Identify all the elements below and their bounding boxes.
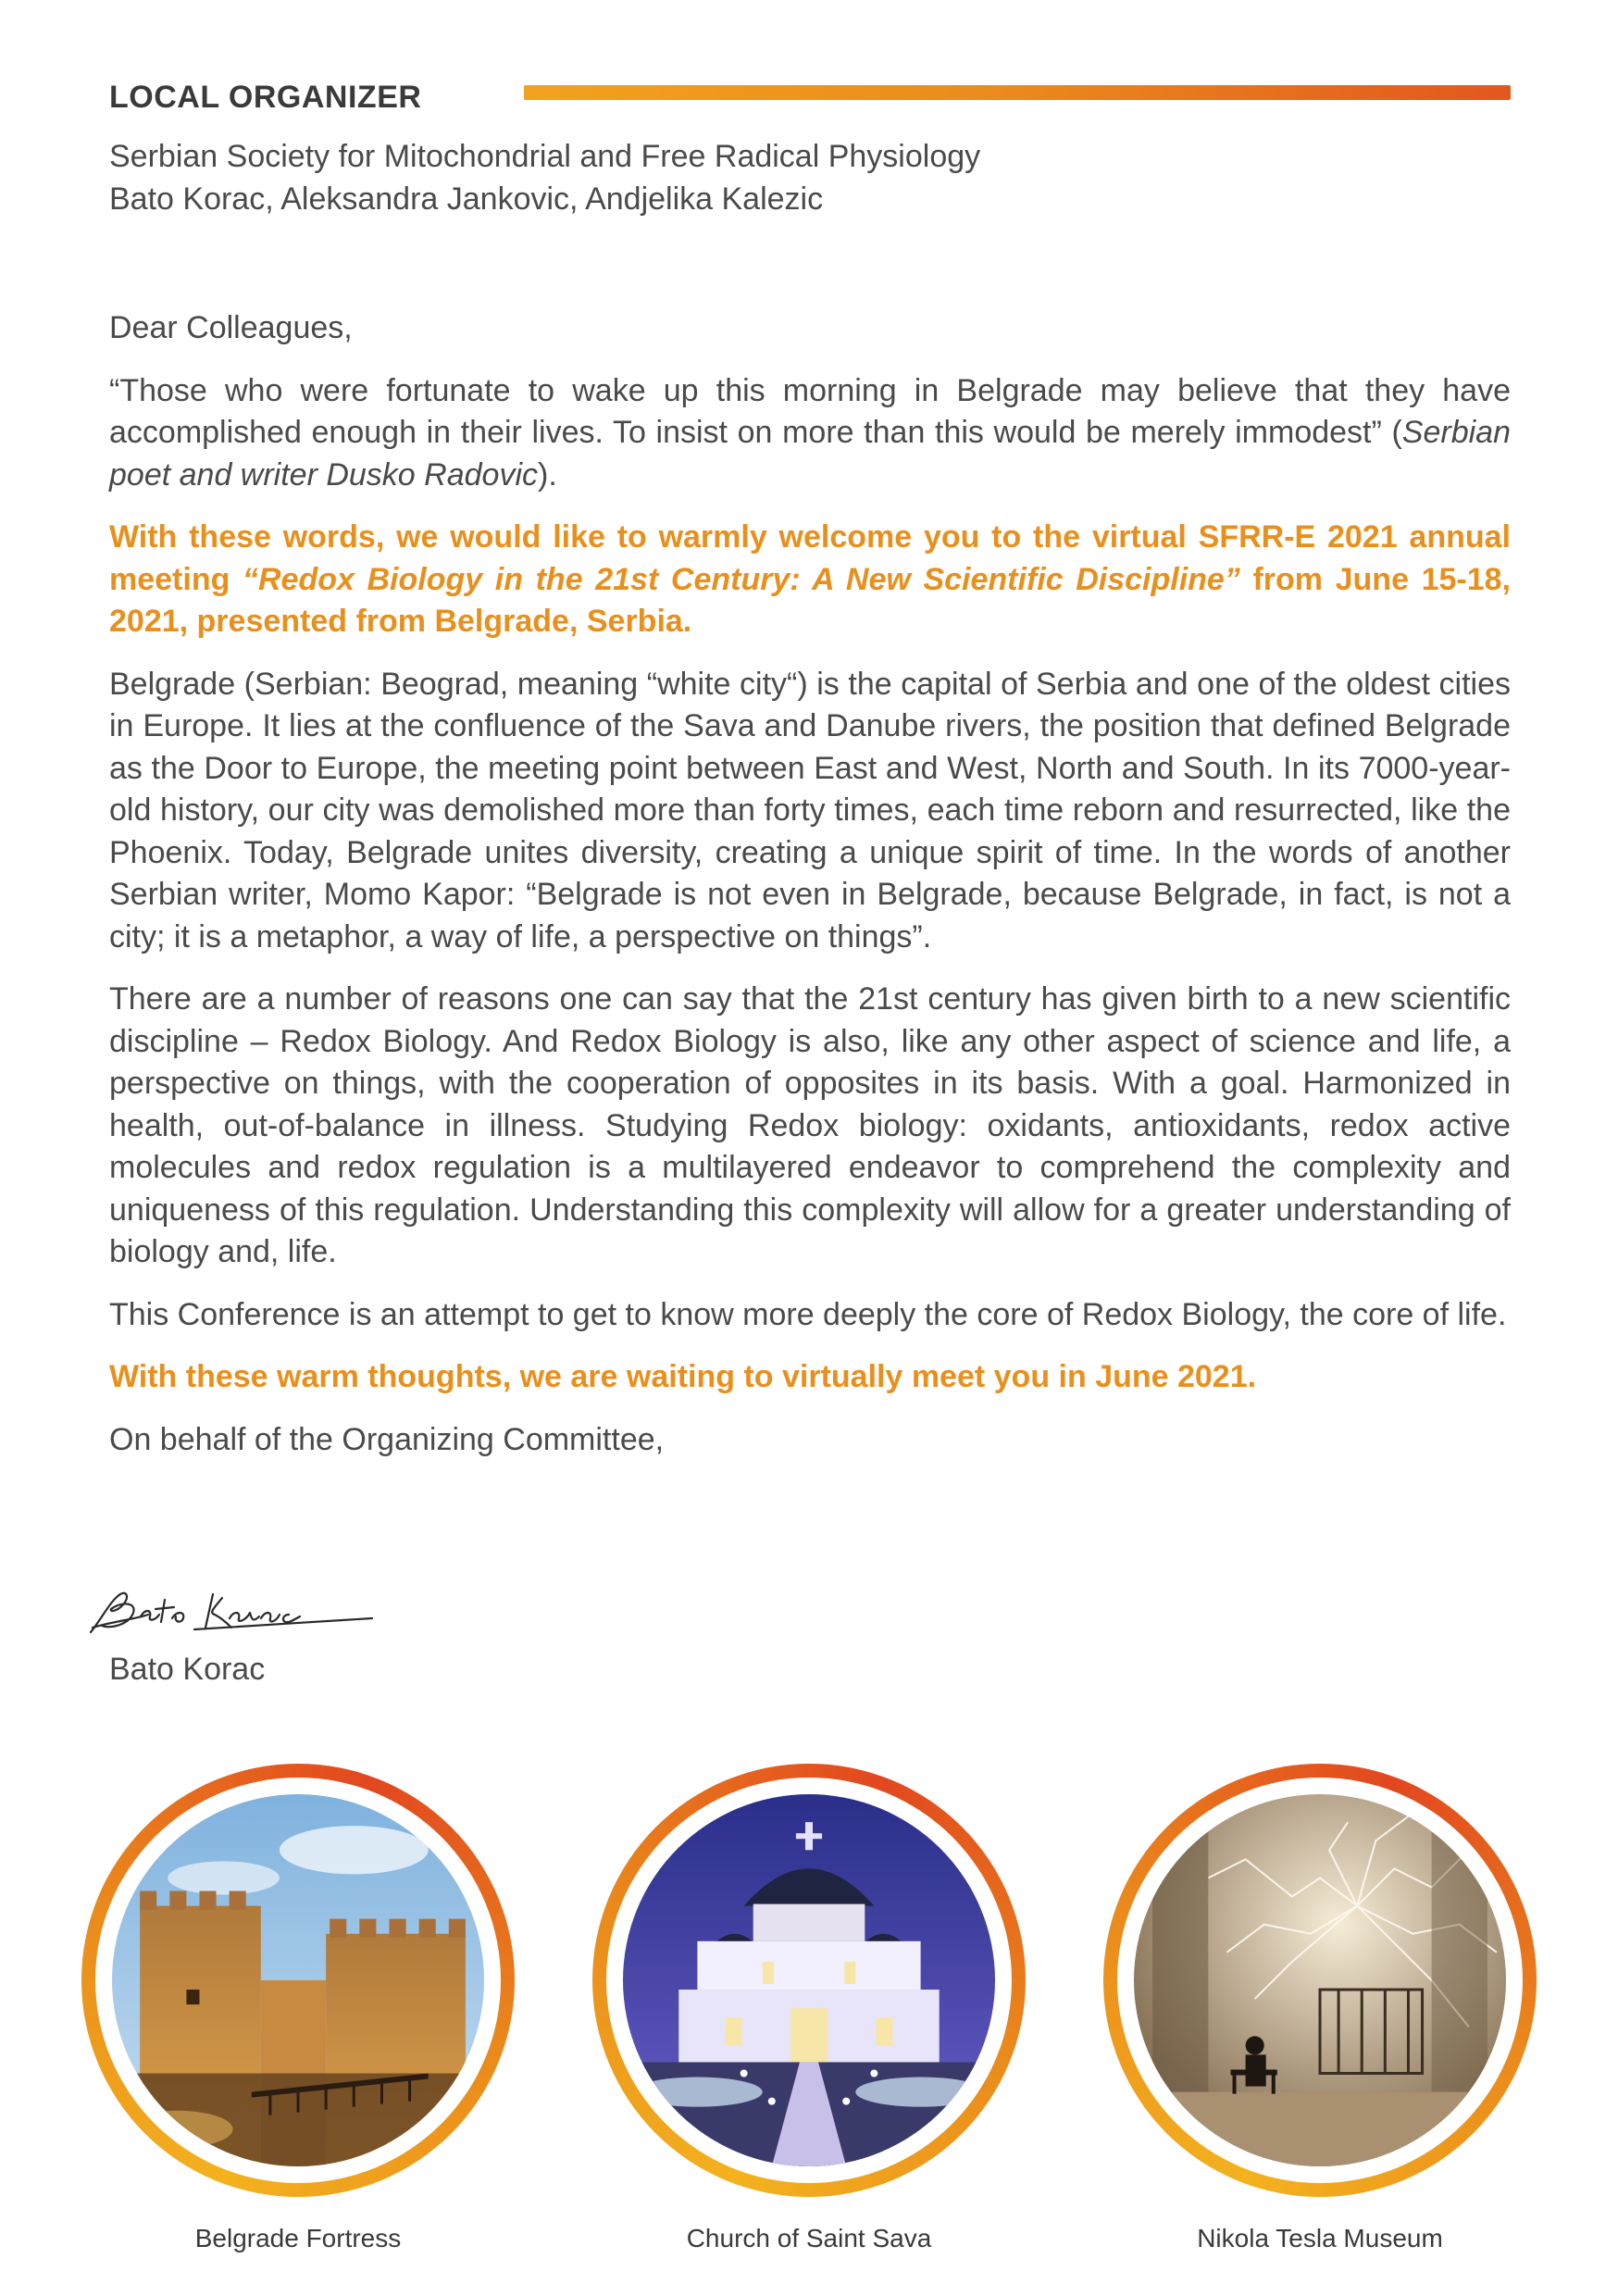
redox-paragraph: There are a number of reasons one can say that the 21st century has given birth to a new scientific discipline – Redox Biology. And Redox Biology is also, like any other aspect of science and life, a perspective on things, with the cooperation of opposites in its basis. With a goal. Harmonized in health, out-of-balance in illness. Studying Redox biology: oxidants, antioxidants, redox active molecules and redox regulation is a multilayered endeavor to comprehend the complexity and uniqueness of this regulation. Understanding this complexity will allow for a greater understanding of biology and, life. bbox=[109, 981, 1511, 1269]
caption-belgrade-fortress: Belgrade Fortress bbox=[194, 2224, 402, 2252]
meeting-title: “Redox Biology in the 21st Century: A New Scientific Discipline” bbox=[242, 561, 1240, 597]
tesla-image-icon bbox=[1134, 1794, 1506, 2166]
quote-source: Serbian poet and writer Dusko Radovic bbox=[109, 415, 1511, 493]
welcome-part1: With these words, we would like to warmly welcome you to the virtual SFRR-E 2021 annual meeting bbox=[109, 519, 1511, 597]
signature-icon bbox=[83, 1581, 380, 1646]
conference-paragraph: This Conference is an attempt to get to know more deeply the core of Redox Biology, the core of life. bbox=[109, 1296, 1507, 1332]
letter-body bbox=[109, 307, 1511, 1481]
organizer-society: Serbian Society for Mitochondrial and Free Radical Physiology bbox=[109, 139, 981, 174]
signer-name: Bato Korac bbox=[109, 1652, 266, 1687]
caption-nikola-tesla-museum: Nikola Tesla Museum bbox=[1197, 2224, 1443, 2252]
caption-church-saint-sava: Church of Saint Sava bbox=[686, 2224, 932, 2252]
photo-belgrade-fortress bbox=[81, 1764, 515, 2197]
belgrade-paragraph: Belgrade (Serbian: Beograd, meaning “white city“) is the capital of Serbia and one of the oldest cities in Europe. It lies at the confluence of the Sava and Danube rivers, the position that defined Belgrade as the Door to Europe, the meeting point between East and West, North and South. In its 7000-year-old history, our city was demolished more than forty times, each time reborn and resurrected, like the Phoenix. Today, Belgrade unites diversity, creating a unique spirit of time. In the words of another Serbian writer, Momo Kapor: “Belgrade is not even in Belgrade, because Belgrade, in fact, is not a city; it is a metaphor, a way of life, a perspective on things”. bbox=[109, 666, 1511, 955]
welcome-part2: from June 15-18, 2021, presented from Belgrade, Serbia. bbox=[109, 561, 1512, 639]
organizer-members: Bato Korac, Aleksandra Jankovic, Andjelika Kalezic bbox=[109, 181, 824, 217]
greeting: Dear Colleagues, bbox=[109, 310, 353, 345]
handwritten-signature bbox=[83, 1581, 380, 1646]
organizer-block bbox=[109, 135, 1516, 220]
section-heading: LOCAL ORGANIZER bbox=[109, 80, 422, 115]
quote-paragraph bbox=[109, 370, 1511, 497]
welcome-paragraph bbox=[109, 517, 1511, 643]
heading-accent-bar bbox=[524, 85, 1511, 100]
quote-end: ). bbox=[538, 456, 557, 493]
closing-highlight: With these warm thoughts, we are waiting to virtually meet you in June 2021. bbox=[109, 1359, 1257, 1394]
photo-nikola-tesla-museum bbox=[1103, 1764, 1537, 2197]
church-image-icon bbox=[623, 1794, 995, 2166]
closing-line: On behalf of the Organizing Committee, bbox=[109, 1421, 665, 1457]
quote-text: “Those who were fortunate to wake up this morning in Belgrade may believe that they have accomplished enough in their lives. To insist on more than this would be merely immodest” ( bbox=[109, 372, 1511, 450]
fortress-image-icon bbox=[112, 1794, 484, 2166]
photo-church-saint-sava bbox=[592, 1764, 1026, 2197]
